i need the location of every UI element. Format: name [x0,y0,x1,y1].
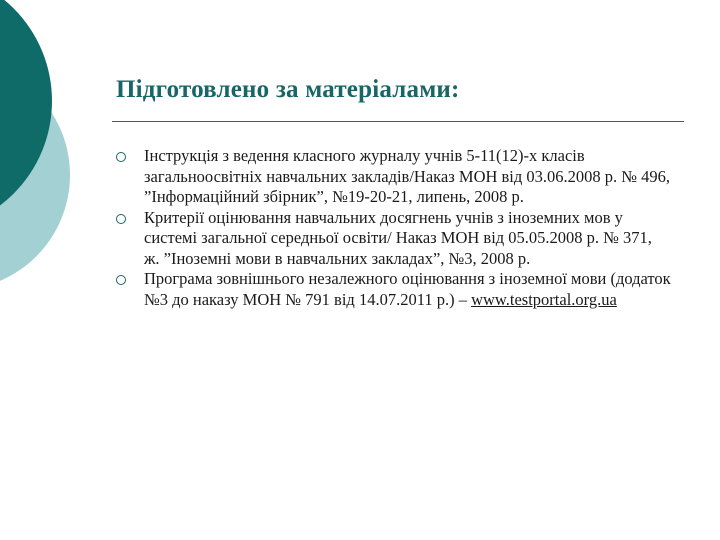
circle-bullet-icon [116,214,126,224]
circle-bullet-icon [116,152,126,162]
slide-title: Підготовлено за матеріалами: [116,76,460,103]
list-item-text: Критерії оцінювання навчальних досягнень учнів з іноземних мов у системі загальної середньої освіти/ Наказ МОН від 05.05.2008 р. № 371, ж. ”Іноземні мови в навчальних закладах”, №3, 2008 р. [144,207,652,268]
title-divider [112,121,684,122]
testportal-link[interactable]: www.testportal.org.ua [471,289,617,309]
list-item [116,269,671,310]
list-item [116,208,671,270]
list-item-text: Інструкція з ведення класного журналу учнів 5-11(12)-х класів загальноосвітніх навчальних закладів/Наказ МОН від 03.06.2008 р. № 496, ”Інформаційний збірник”, №19-20-21, липень, 2008 р. [144,146,671,206]
circle-bullet-icon [116,275,126,285]
list-item-text: Програма зовнішнього незалежного оцінювання з іноземної мови (додаток №3 до наказу МОН № 791 від 14.07.2011 р.) – [144,269,671,309]
list-item [116,146,671,208]
bullet-list [116,146,671,310]
